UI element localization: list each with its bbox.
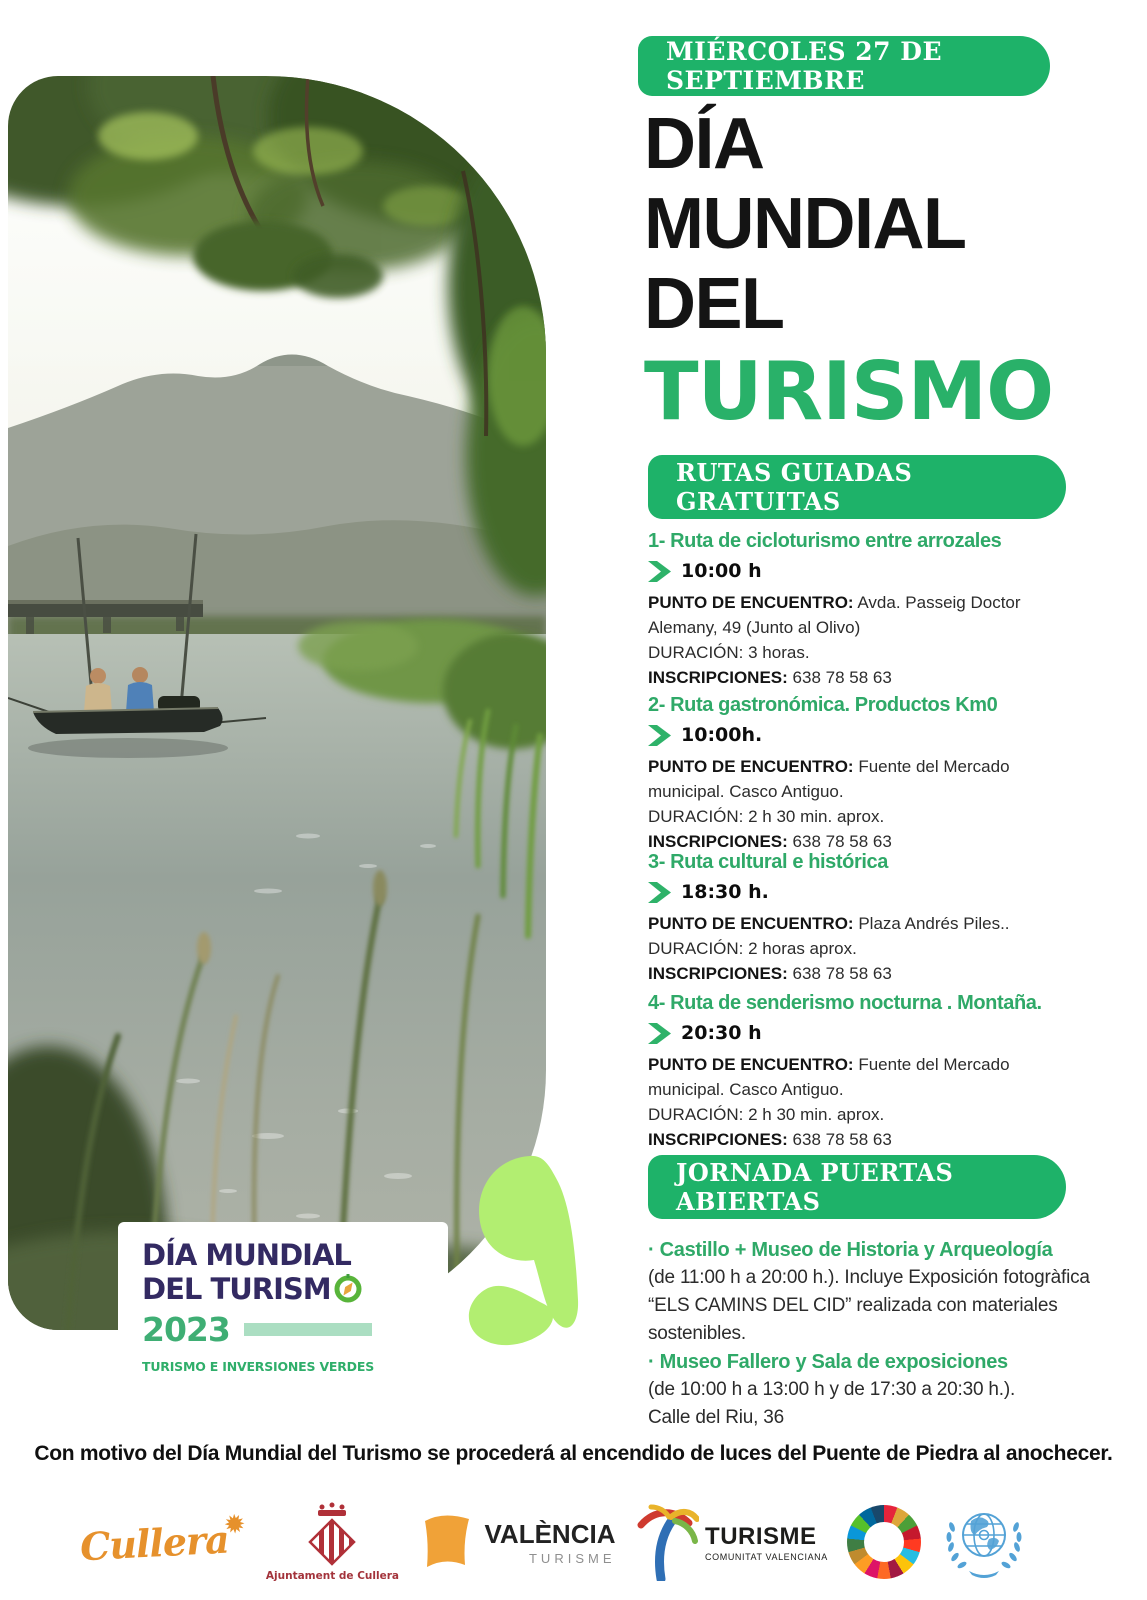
inscriptions-phone: 638 78 58 63: [792, 1130, 892, 1149]
chevron-right-icon: [648, 882, 671, 903]
open-doors-item-title: · Castillo + Museo de Historia y Arqueología: [648, 1239, 1053, 1261]
open-doors-item-details: (de 10:00 h a 13:00 h y de 17:30 a 20:30 h.).: [648, 1379, 1016, 1400]
route-details: [648, 911, 1088, 986]
turisme-cv-logo-line1: TURISME: [705, 1522, 817, 1550]
world-tourism-day-logo-card: [118, 1222, 448, 1408]
sponsor-logo-row: [80, 1490, 1027, 1594]
open-doors-item-address: Calle del Riu, 36: [648, 1407, 785, 1428]
page-title: [644, 104, 1053, 438]
route-time: [648, 560, 1088, 582]
title-line-dia: DÍA: [644, 104, 764, 184]
route-item-3: [648, 851, 1088, 986]
inscriptions-label: INSCRIPCIONES:: [648, 668, 788, 687]
route-details: [648, 754, 1088, 854]
duration-value: DURACIÓN: 2 h 30 min. aprox.: [648, 1105, 885, 1124]
chevron-right-icon: [648, 1023, 671, 1044]
chevron-right-icon: [648, 561, 671, 582]
meeting-point-value: Plaza Andrés Piles..: [858, 914, 1010, 933]
duration-value: DURACIÓN: 2 h 30 min. aprox.: [648, 807, 885, 826]
inscriptions-phone: 638 78 58 63: [792, 832, 892, 851]
inscriptions-phone: 638 78 58 63: [792, 964, 892, 983]
route-item-4: [648, 992, 1088, 1152]
star-icon: ✹: [222, 1508, 247, 1540]
lime-leaf-shape: [452, 1148, 617, 1358]
route-details: [648, 590, 1088, 690]
route-time-label: 20:30 h: [681, 1022, 762, 1044]
cullera-logo: [78, 1508, 247, 1569]
inscriptions-label: INSCRIPCIONES:: [648, 964, 788, 983]
compass-icon: [333, 1274, 363, 1304]
route-time: [648, 881, 1088, 903]
route-item-1: [648, 530, 1088, 690]
card-year-row: [142, 1310, 448, 1349]
date-badge: MIÉRCOLES 27 DE SEPTIEMBRE: [638, 36, 1050, 96]
chevron-right-icon: [648, 725, 671, 746]
card-title-line2-text: DEL TURISM: [142, 1272, 331, 1306]
ajuntament-cullera-logo: [266, 1502, 399, 1582]
lake-photo-illustration: [8, 76, 546, 1330]
united-nations-icon: [941, 1499, 1027, 1585]
ajuntament-logo-text: Ajuntament de Cullera: [265, 1570, 399, 1582]
meeting-point-label: PUNTO DE ENCUENTRO:: [648, 1055, 854, 1074]
route-time: [648, 1022, 1088, 1044]
valencia-logo-line2: TURISME: [528, 1550, 616, 1566]
meeting-point-label: PUNTO DE ENCUENTRO:: [648, 593, 854, 612]
route-time-label: 18:30 h.: [681, 881, 769, 903]
open-doors-item-title: · Museo Fallero y Sala de exposiciones: [648, 1351, 1008, 1373]
open-doors-list: [648, 1236, 1103, 1432]
route-item-2: [648, 694, 1088, 854]
valencia-logo-line1: VALÈNCIA: [484, 1518, 616, 1549]
title-line-mundial: MUNDIAL: [644, 184, 966, 264]
card-accent-bar: [244, 1323, 372, 1336]
cullera-logo-text: Cullera: [78, 1516, 230, 1569]
valencia-shape-icon: [419, 1511, 475, 1573]
meeting-point-value: Fuente del Mercado municipal. Casco Antiguo.: [648, 1055, 1010, 1099]
open-doors-item-details: (de 11:00 h a 20:00 h.). Incluye Exposición fotogràfica “ELS CAMINS DEL CID” realizada con materiales sostenibles.: [648, 1267, 1090, 1344]
route-title: 2- Ruta gastronómica. Productos Km0: [648, 694, 998, 716]
lake-photo: [8, 76, 546, 1330]
inscriptions-phone: 638 78 58 63: [792, 668, 892, 687]
route-title: 3- Ruta cultural e histórica: [648, 851, 888, 873]
meeting-point-label: PUNTO DE ENCUENTRO:: [648, 757, 854, 776]
inscriptions-label: INSCRIPCIONES:: [648, 1130, 788, 1149]
turisme-comunitat-valenciana-logo: [635, 1503, 828, 1581]
route-title: 4- Ruta de senderismo nocturna . Montaña.: [648, 992, 1042, 1014]
valencia-turisme-logo: [419, 1511, 616, 1573]
card-tagline: TURISMO E INVERSIONES VERDES: [142, 1359, 375, 1374]
open-doors-day-badge: JORNADA PUERTAS ABIERTAS: [648, 1155, 1066, 1219]
inscriptions-label: INSCRIPCIONES:: [648, 832, 788, 851]
footer-notice: Con motivo del Día Mundial del Turismo se procederá al encendido de luces del Puente de Piedra al anochecer.: [34, 1442, 1113, 1465]
card-year: 2023: [142, 1310, 230, 1349]
palm-tree-icon: [635, 1503, 699, 1581]
card-title-line2: [142, 1272, 448, 1306]
title-line-turismo: TURISMO: [644, 345, 1054, 438]
route-time-label: 10:00h.: [681, 724, 763, 746]
card-title-line1: DÍA MUNDIAL: [142, 1238, 351, 1272]
title-line-del: DEL: [644, 264, 784, 344]
route-time: [648, 724, 1088, 746]
duration-value: DURACIÓN: 2 horas aprox.: [648, 939, 857, 958]
route-time-label: 10:00 h: [681, 560, 762, 582]
meeting-point-value: Fuente del Mercado municipal. Casco Antiguo.: [648, 757, 1010, 801]
duration-value: DURACIÓN: 3 horas.: [648, 643, 810, 662]
meeting-point-label: PUNTO DE ENCUENTRO:: [648, 914, 854, 933]
route-title: 1- Ruta de cicloturismo entre arrozales: [648, 530, 1002, 552]
meeting-point-value: Avda. Passeig Doctor Alemany, 49 (Junto al Olivo): [648, 593, 1021, 637]
sdg-wheel-icon: [847, 1505, 921, 1579]
ajuntament-shield-icon: [300, 1502, 364, 1568]
free-guided-routes-badge: RUTAS GUIADAS GRATUITAS: [648, 455, 1066, 519]
turisme-cv-logo-line2: COMUNITAT VALENCIANA: [705, 1551, 828, 1562]
route-details: [648, 1052, 1088, 1152]
